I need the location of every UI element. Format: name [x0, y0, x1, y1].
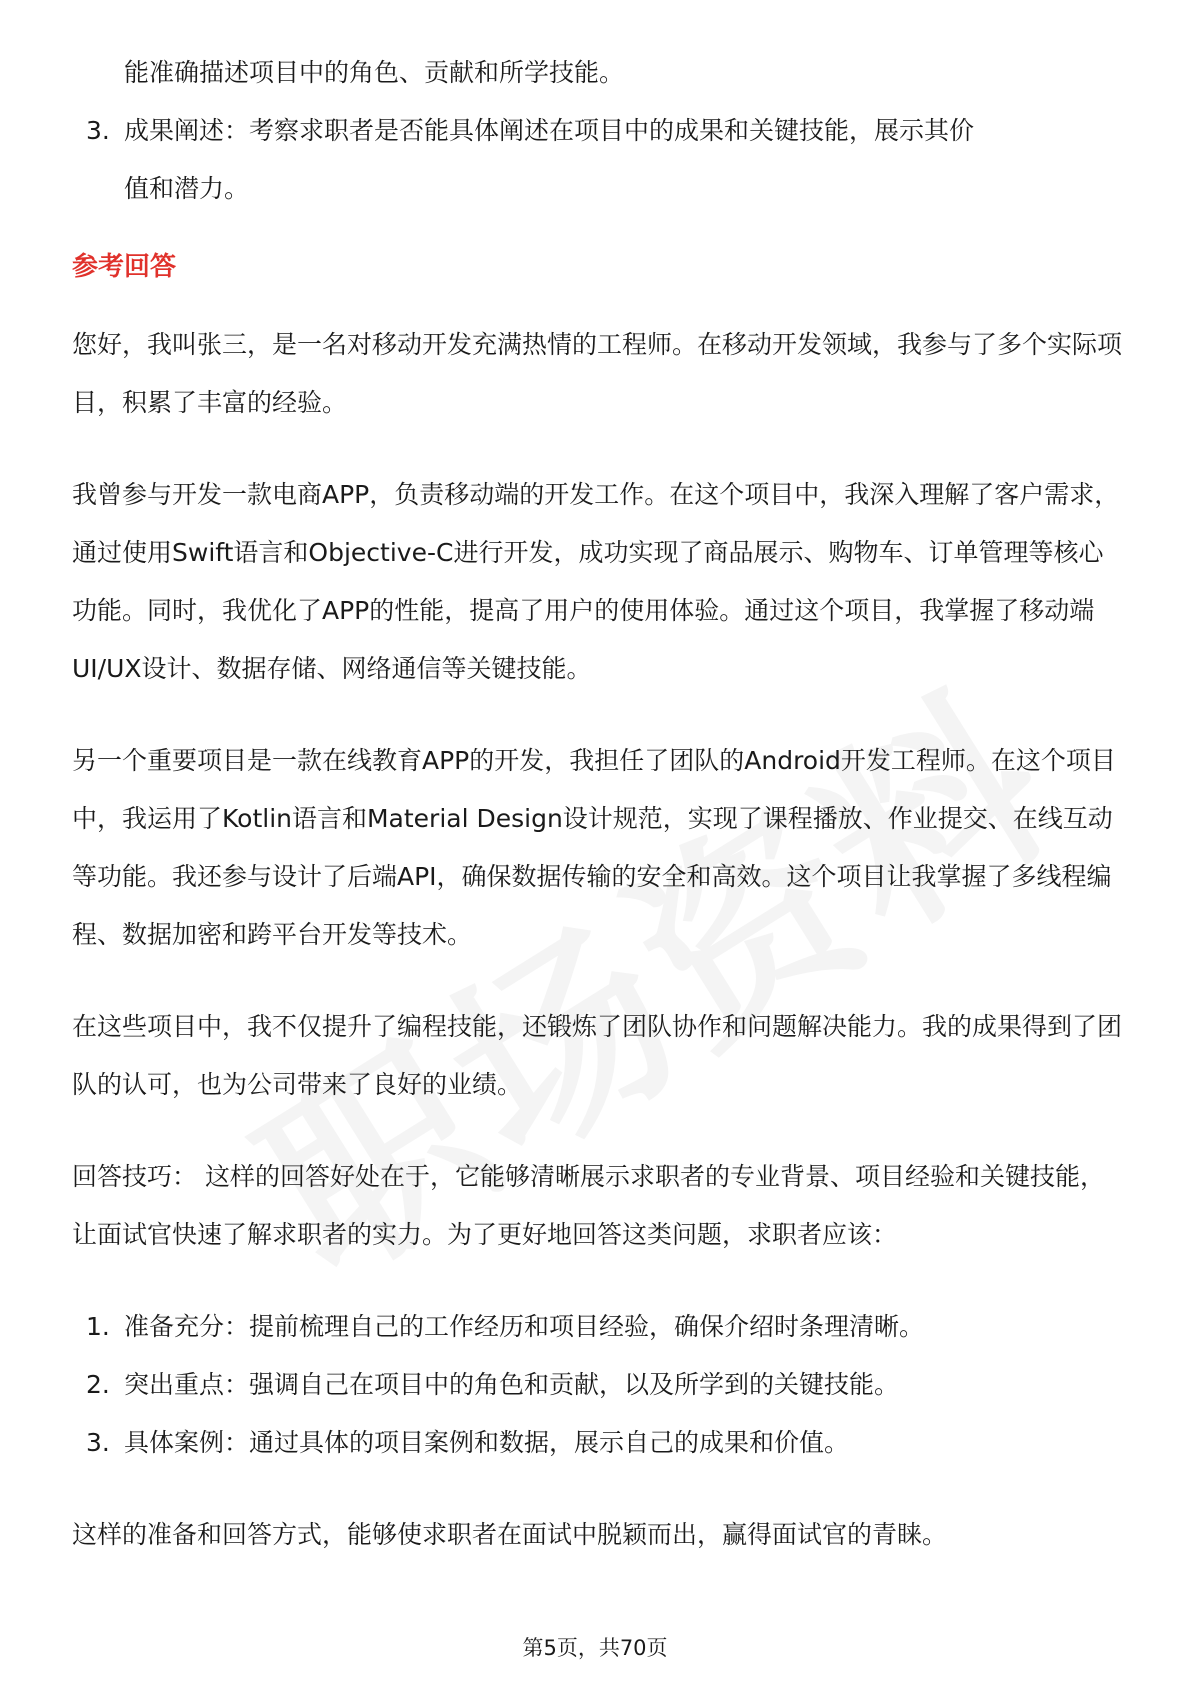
list-item-number: 1.: [86, 1312, 110, 1341]
criteria-list: [72, 102, 1122, 218]
list-item-number: 3.: [86, 116, 110, 145]
paragraph-intro: 您好，我叫张三，是一名对移动开发充满热情的工程师。在移动开发领域，我参与了多个实际项目，积累了丰富的经验。: [72, 330, 1123, 417]
list-item-number: 3.: [86, 1428, 110, 1457]
list-item: [72, 1356, 1122, 1414]
list-item-text-cont: 值和潜力。: [124, 174, 250, 203]
reference-answer-heading: 参考回答: [72, 252, 177, 282]
paragraph-project-1: 我曾参与开发一款电商APP，负责移动端的开发工作。在这个项目中，我深入理解了客户需求，通过使用Swift语言和Objective-C进行开发，成功实现了商品展示、购物车、订单管理等核心功能。同时，我优化了APP的性能，提高了用户的使用体验。通过这个项目，我掌握了移动端UI/UX设计、数据存储、网络通信等关键技能。: [72, 480, 1120, 683]
list-item: [72, 102, 1122, 218]
list-item-text: 准备充分：提前梳理自己的工作经历和项目经验，确保介绍时条理清晰。: [124, 1312, 925, 1341]
tips-list: [72, 1298, 1122, 1472]
list-item: [72, 1298, 1122, 1356]
list-item-number: 2.: [86, 1370, 110, 1399]
paragraph-project-2: 另一个重要项目是一款在线教育APP的开发，我担任了团队的Android开发工程师。在这个项目中，我运用了Kotlin语言和Material Design设计规范，实现了课程播放、作业提交、在线互动等功能。我还参与设计了后端API，确保数据传输的安全和高效。这个项目让我掌握了多线程编程、数据加密和跨平台开发等技术。: [72, 746, 1116, 949]
list-item-continuation: 能准确描述项目中的角色、贡献和所学技能。: [124, 58, 625, 87]
list-item-text: 成果阐述：考察求职者是否能具体阐述在项目中的成果和关键技能，展示其价: [124, 116, 975, 145]
paragraph-summary: 在这些项目中，我不仅提升了编程技能，还锻炼了团队协作和问题解决能力。我的成果得到了团队的认可，也为公司带来了良好的业绩。: [72, 1012, 1123, 1099]
list-item: [72, 1414, 1122, 1472]
page-number-footer: 第5页，共70页: [522, 1636, 668, 1660]
page-content: [72, 44, 1122, 1564]
paragraph-tips: 回答技巧： 这样的回答好处在于，它能够清晰展示求职者的专业背景、项目经验和关键技能，让面试官快速了解求职者的实力。为了更好地回答这类问题，求职者应该：: [72, 1162, 1105, 1249]
paragraph-closing: 这样的准备和回答方式，能够使求职者在面试中脱颖而出，赢得面试官的青睐。: [72, 1520, 948, 1549]
list-item-text: 具体案例：通过具体的项目案例和数据，展示自己的成果和价值。: [124, 1428, 850, 1457]
list-item-text: 突出重点：强调自己在项目中的角色和贡献，以及所学到的关键技能。: [124, 1370, 900, 1399]
